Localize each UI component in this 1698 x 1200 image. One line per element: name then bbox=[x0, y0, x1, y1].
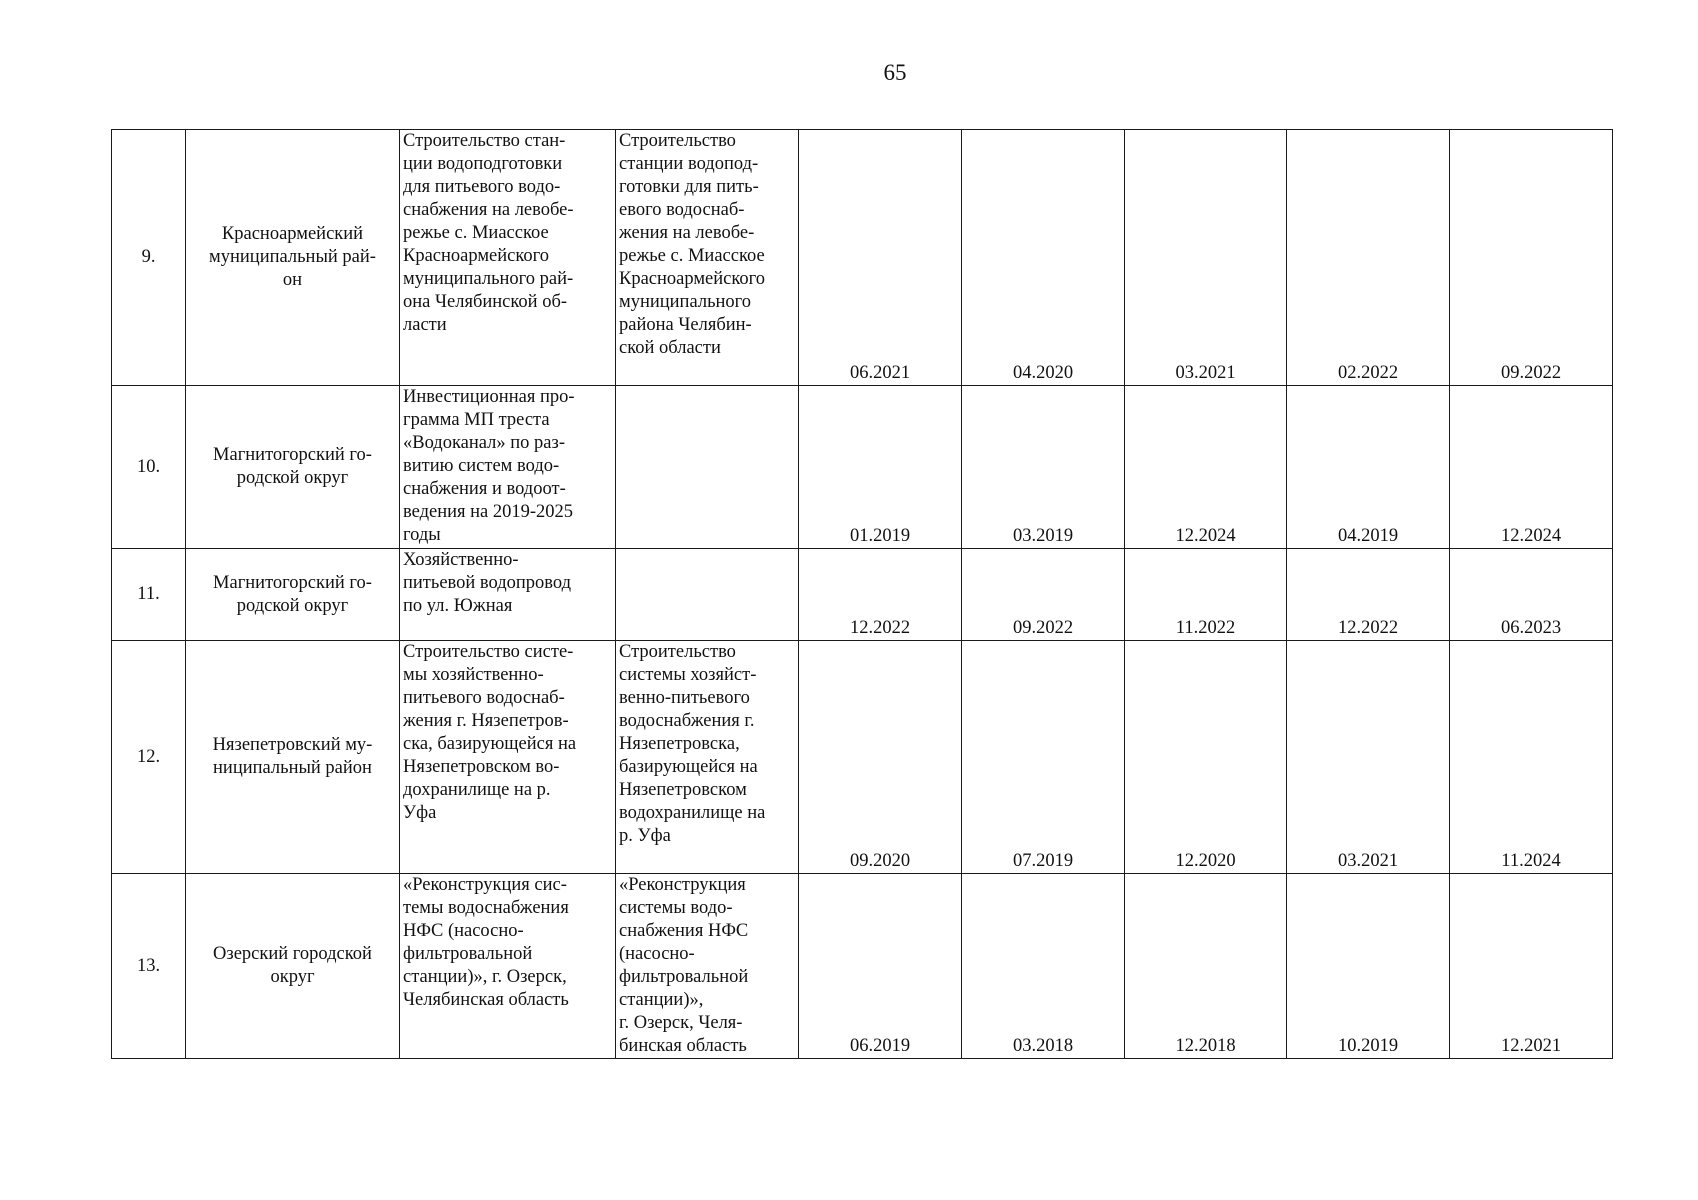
district-name: Красноармейский муниципальный рай- он bbox=[209, 224, 376, 290]
object-name: Строительство стан- ции водоподготовки для питьевого водо- снабжения на левобе- режье с. Миасское Красноармейского муниципального рай- она Челябинской об- ласти bbox=[403, 131, 574, 335]
district-name: Магнитогорский го- родской округ bbox=[213, 445, 372, 488]
district-cell bbox=[186, 130, 400, 386]
date-cell: 06.2019 bbox=[799, 874, 962, 1059]
date-cell: 12.2022 bbox=[1287, 549, 1450, 641]
object-name: Хозяйственно- питьевой водопровод по ул. Южная bbox=[403, 550, 572, 616]
table-row bbox=[112, 549, 1613, 641]
date-cell: 10.2019 bbox=[1287, 874, 1450, 1059]
date-cell: 11.2022 bbox=[1125, 549, 1287, 641]
row-number: 11. bbox=[112, 549, 186, 641]
object-name: Инвестиционная про- грамма МП треста «Водоканал» по раз- витию систем водо- снабжения и водоот- ведения на 2019-2025 годы bbox=[403, 387, 575, 545]
date-cell: 12.2022 bbox=[799, 549, 962, 641]
date-cell: 04.2019 bbox=[1287, 386, 1450, 549]
object-cell bbox=[400, 641, 616, 874]
object-cell bbox=[400, 130, 616, 386]
date-cell: 12.2024 bbox=[1450, 386, 1613, 549]
date-cell: 09.2022 bbox=[1450, 130, 1613, 386]
date-cell: 12.2024 bbox=[1125, 386, 1287, 549]
date-cell: 11.2024 bbox=[1450, 641, 1613, 874]
row-number: 13. bbox=[112, 874, 186, 1059]
date-cell: 02.2022 bbox=[1287, 130, 1450, 386]
row-number: 9. bbox=[112, 130, 186, 386]
project-cell bbox=[616, 549, 799, 641]
date-cell: 03.2021 bbox=[1125, 130, 1287, 386]
district-cell bbox=[186, 386, 400, 549]
project-name: Строительство системы хозяйст- венно-питьевого водоснабжения г. Нязепетровска, базирующейся на Нязепетровском водохранилище на р. Уфа bbox=[619, 642, 766, 846]
date-cell: 09.2022 bbox=[962, 549, 1125, 641]
table-row bbox=[112, 386, 1613, 549]
object-name: Строительство систе- мы хозяйственно- питьевого водоснаб- жения г. Нязепетров- ска, базирующейся на Нязепетровском во- дохранилище на р. Уфа bbox=[403, 642, 577, 823]
object-cell bbox=[400, 386, 616, 549]
date-cell: 06.2023 bbox=[1450, 549, 1613, 641]
district-name: Озерский городской округ bbox=[213, 944, 372, 987]
date-cell: 12.2021 bbox=[1450, 874, 1613, 1059]
project-cell bbox=[616, 130, 799, 386]
project-cell bbox=[616, 874, 799, 1059]
date-cell: 03.2018 bbox=[962, 874, 1125, 1059]
row-number: 10. bbox=[112, 386, 186, 549]
object-cell bbox=[400, 549, 616, 641]
object-cell bbox=[400, 874, 616, 1059]
project-cell bbox=[616, 386, 799, 549]
date-cell: 09.2020 bbox=[799, 641, 962, 874]
project-name: «Реконструкция системы водо- снабжения НФС (насосно- фильтровальной станции)», г. Озерск, Челя- бинская область bbox=[619, 875, 749, 1056]
object-name: «Реконструкция сис- темы водоснабжения НФС (насосно- фильтровальной станции)», г. Озерск, Челябинская область bbox=[403, 875, 569, 1010]
district-name: Магнитогорский го- родской округ bbox=[213, 572, 372, 616]
date-cell: 04.2020 bbox=[962, 130, 1125, 386]
district-cell bbox=[186, 641, 400, 874]
date-cell: 12.2020 bbox=[1125, 641, 1287, 874]
district-cell bbox=[186, 874, 400, 1059]
table-row bbox=[112, 641, 1613, 874]
row-number: 12. bbox=[112, 641, 186, 874]
district-cell bbox=[186, 549, 400, 641]
date-cell: 03.2019 bbox=[962, 386, 1125, 549]
table-row bbox=[112, 130, 1613, 386]
date-cell: 07.2019 bbox=[962, 641, 1125, 874]
district-name: Нязепетровский му- ниципальный район bbox=[212, 735, 373, 778]
date-cell: 12.2018 bbox=[1125, 874, 1287, 1059]
date-cell: 03.2021 bbox=[1287, 641, 1450, 874]
page-number: 65 bbox=[883, 60, 907, 85]
project-cell bbox=[616, 641, 799, 874]
date-cell: 06.2021 bbox=[799, 130, 962, 386]
projects-table bbox=[111, 129, 1613, 1059]
table-row bbox=[112, 874, 1613, 1059]
date-cell: 01.2019 bbox=[799, 386, 962, 549]
project-name: Строительство станции водопод- готовки для пить- евого водоснаб- жения на левобе- режье с. Миасское Красноармейского муниципального района Челябин- ской области bbox=[619, 131, 766, 358]
